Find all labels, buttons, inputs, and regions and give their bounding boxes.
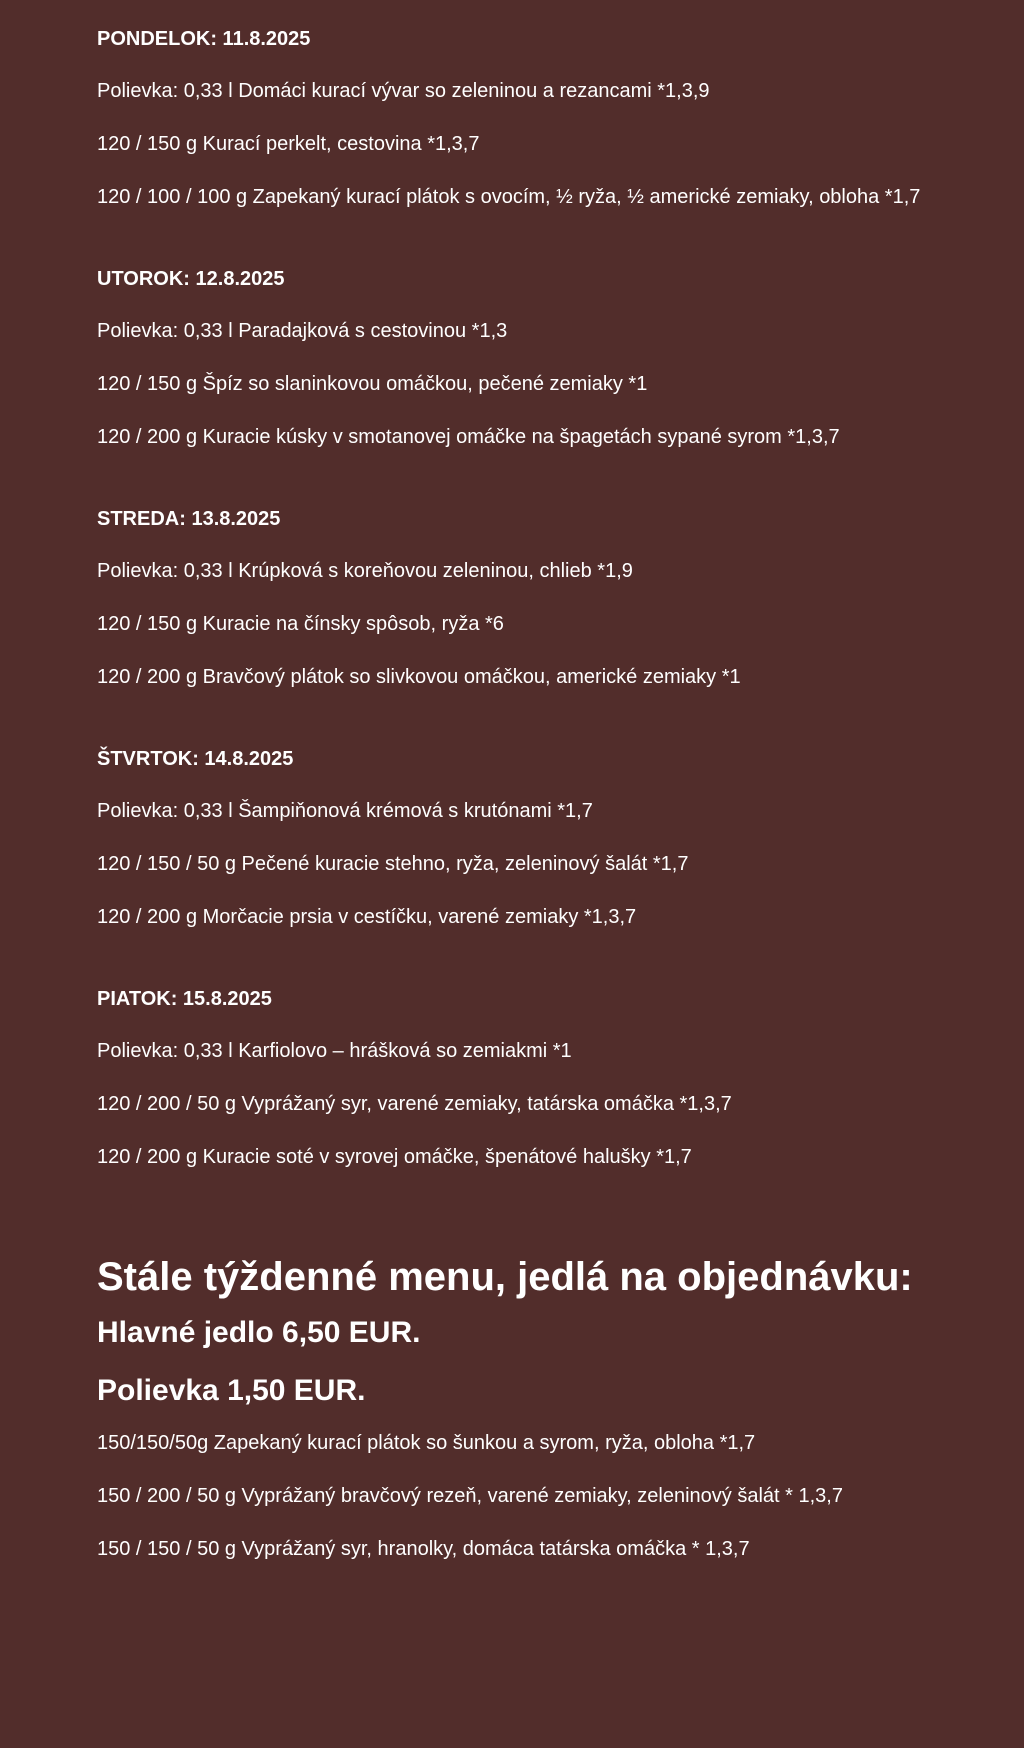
day-title: ŠTVRTOK: 14.8.2025 xyxy=(97,748,294,770)
menu-item: Polievka: 0,33 l Domáci kurací vývar so zeleninou a rezancami *1,3,9 xyxy=(97,80,710,102)
menu-item: Polievka: 0,33 l Karfiolovo – hrášková so zemiakmi *1 xyxy=(97,1040,572,1062)
weekly-menu xyxy=(97,1251,997,1563)
menu-item: 120 / 150 / 50 g Pečené kuracie stehno, ryža, zeleninový šalát *1,7 xyxy=(97,853,689,875)
menu-item: 120 / 200 g Kuracie soté v syrovej omáčke, špenátové halušky *1,7 xyxy=(97,1146,692,1168)
menu-content xyxy=(97,25,997,1588)
menu-item: 120 / 200 g Morčacie prsia v cestíčku, varené zemiaky *1,3,7 xyxy=(97,906,637,928)
day-tuesday xyxy=(97,265,997,451)
main-dish-price: Hlavné jedlo 6,50 EUR. xyxy=(97,1316,421,1349)
weekly-menu-title: Stále týždenné menu, jedlá na objednávku: xyxy=(97,1255,913,1299)
day-title: PONDELOK: 11.8.2025 xyxy=(97,28,311,50)
menu-item: 120 / 200 / 50 g Vyprážaný syr, varené zemiaky, tatárska omáčka *1,3,7 xyxy=(97,1093,732,1115)
menu-item: Polievka: 0,33 l Paradajková s cestovinou *1,3 xyxy=(97,320,508,342)
day-title: UTOROK: 12.8.2025 xyxy=(97,268,285,290)
menu-item: 120 / 150 g Špíz so slaninkovou omáčkou, pečené zemiaky *1 xyxy=(97,373,648,395)
menu-item: 120 / 100 / 100 g Zapekaný kurací plátok s ovocím, ½ ryža, ½ americké zemiaky, obloha *1,7 xyxy=(97,186,921,208)
day-monday xyxy=(97,25,997,211)
menu-item: 120 / 150 g Kuracie na čínsky spôsob, ryža *6 xyxy=(97,613,504,635)
day-friday xyxy=(97,985,997,1171)
menu-item: 120 / 200 g Bravčový plátok so slivkovou omáčkou, americké zemiaky *1 xyxy=(97,666,741,688)
menu-item: Polievka: 0,33 l Šampiňonová krémová s krutónami *1,7 xyxy=(97,800,593,822)
day-title: STREDA: 13.8.2025 xyxy=(97,508,281,530)
day-wednesday xyxy=(97,505,997,691)
menu-item: 120 / 150 g Kurací perkelt, cestovina *1,3,7 xyxy=(97,133,480,155)
soup-price: Polievka 1,50 EUR. xyxy=(97,1374,366,1407)
day-thursday xyxy=(97,745,997,931)
menu-item: 120 / 200 g Kuracie kúsky v smotanovej omáčke na špagetách sypané syrom *1,3,7 xyxy=(97,426,840,448)
menu-item: 150/150/50g Zapekaný kurací plátok so šunkou a syrom, ryža, obloha *1,7 xyxy=(97,1432,756,1454)
menu-item: 150 / 200 / 50 g Vyprážaný bravčový rezeň, varené zemiaky, zeleninový šalát * 1,3,7 xyxy=(97,1485,843,1507)
menu-item: Polievka: 0,33 l Krúpková s koreňovou zeleninou, chlieb *1,9 xyxy=(97,560,633,582)
menu-item: 150 / 150 / 50 g Vyprážaný syr, hranolky, domáca tatárska omáčka * 1,3,7 xyxy=(97,1538,750,1560)
day-title: PIATOK: 15.8.2025 xyxy=(97,988,272,1010)
